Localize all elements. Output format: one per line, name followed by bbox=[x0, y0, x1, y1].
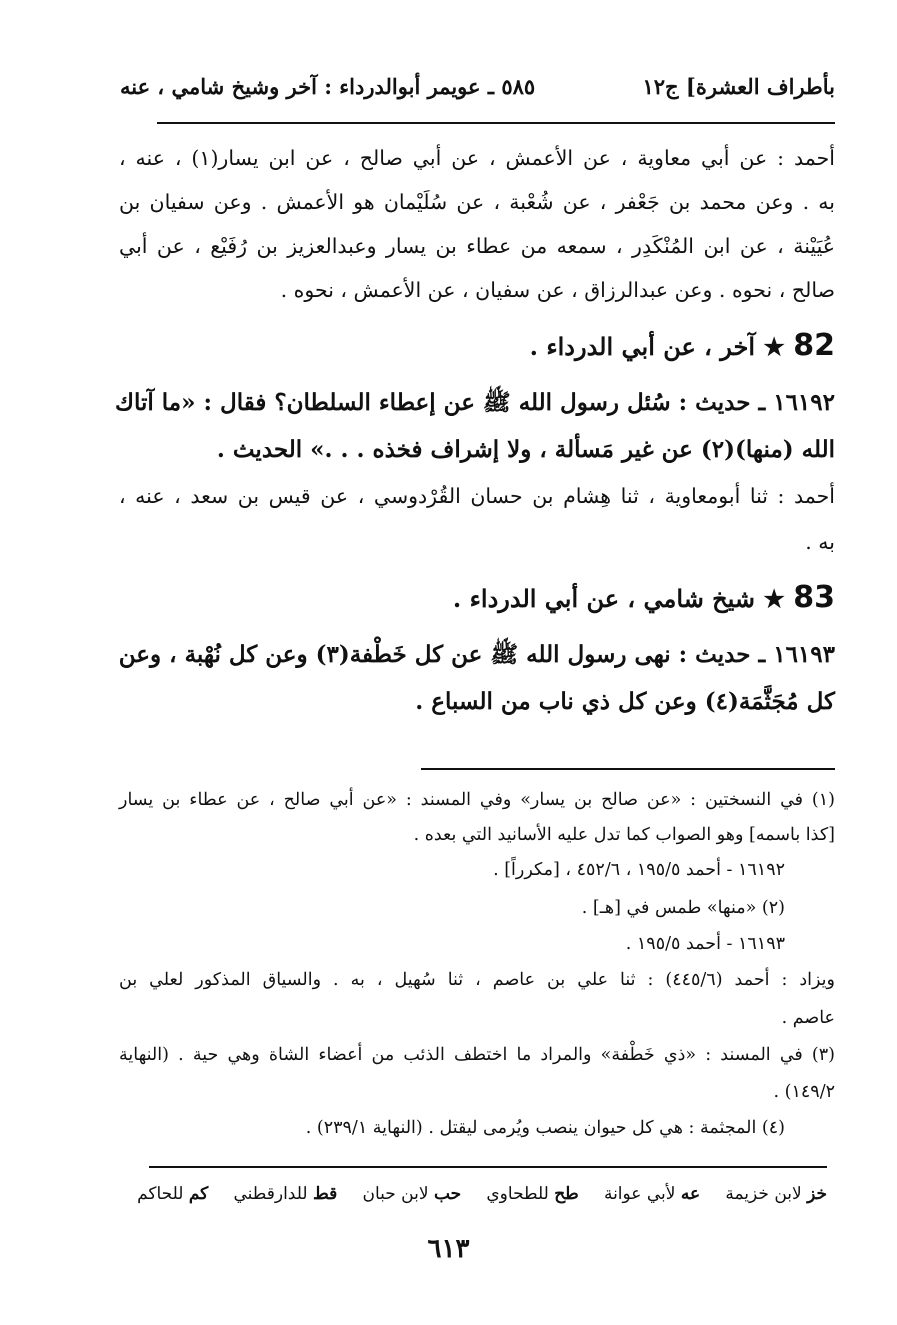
footnote-line: ١٦١٩٢ - أحمد ١٩٥/٥ ، ٤٥٢/٦ ، [مكرراً] . bbox=[493, 860, 785, 880]
hadith-line: ١٦١٩٣ ـ حديث : نهى رسول الله ﷺ عن كل خَطْفة(٣) وعن كل نُهْبة ، وعن bbox=[118, 641, 835, 668]
header-rule bbox=[157, 122, 835, 124]
footnote-separator bbox=[421, 768, 835, 770]
running-header bbox=[120, 68, 835, 108]
section-heading-83 bbox=[119, 580, 835, 615]
footnote-line: (١) في النسختين : «عن صالح بن يسار» وفي المسند : «عن أبي صالح ، عن عطاء بن يسار bbox=[119, 790, 835, 810]
section-number: 82 bbox=[793, 328, 835, 363]
text-line: صالح ، نحوه . وعن عبدالرزاق ، عن سفيان ، عن الأعمش ، نحوه . bbox=[280, 278, 835, 302]
page-number: ٦١٣ bbox=[427, 1234, 470, 1264]
text-line: به . bbox=[805, 530, 835, 554]
text-line: أحمد : ثنا أبومعاوية ، ثنا هِشام بن حسان القُرْدوسي ، عن قيس بن سعد ، عنه ، bbox=[119, 484, 835, 508]
abbreviation-key bbox=[137, 1184, 827, 1204]
footnote-line: (٤) المجثمة : هي كل حيوان ينصب ويُرمى ليقتل . (النهاية ٢٣٩/١) . bbox=[305, 1118, 785, 1138]
footnote-line: (٣) في المسند : «ذي خَطْفة» والمراد ما اختطف الذئب من أعضاء الشاة وهي حية . (النهاية bbox=[119, 1045, 835, 1065]
abbreviation-item: قط للدارقطني bbox=[233, 1184, 338, 1204]
footnote-line: [كذا باسمه] وهو الصواب كما تدل عليه الأسانيد التي بعده . bbox=[413, 825, 835, 845]
hadith-line: ١٦١٩٢ ـ حديث : سُئل رسول الله ﷺ عن إعطاء السلطان؟ فقال : «ما آتاك bbox=[115, 389, 835, 416]
section-heading-82 bbox=[119, 328, 835, 363]
abbreviation-rule bbox=[149, 1166, 827, 1168]
abbreviation-item: حب لابن حبان bbox=[362, 1184, 462, 1204]
footnote-line: ١٦١٩٣ - أحمد ١٩٥/٥ . bbox=[625, 934, 785, 954]
section-title: ★ شيخ شامي ، عن أبي الدرداء . bbox=[452, 584, 785, 613]
footnote-line: ويزاد : أحمد (٤٤٥/٦) : ثنا علي بن عاصم ، ثنا سُهيل ، به . والسياق المذكور لعلي بن bbox=[119, 970, 835, 990]
header-chapter-title: ٥٨٥ ـ عويمر أبوالدرداء : آخر وشيخ شامي ، عنه bbox=[120, 74, 536, 99]
section-title: ★ آخر ، عن أبي الدرداء . bbox=[529, 332, 785, 361]
footnote-line: عاصم . bbox=[781, 1008, 835, 1028]
footnote-line: (٢) «منها» طمس في [هـ] . bbox=[581, 898, 785, 918]
header-book-title: بأطراف العشرة] ج١٢ bbox=[642, 74, 835, 99]
section-number: 83 bbox=[793, 580, 835, 615]
abbreviation-item: خز لابن خزيمة bbox=[725, 1184, 827, 1204]
text-line: أحمد : عن أبي معاوية ، عن الأعمش ، عن أبي صالح ، عن ابن يسار(١) ، عنه ، bbox=[119, 146, 835, 170]
footnote-line: ١٤٩/٢) . bbox=[773, 1082, 835, 1102]
text-line: به . وعن محمد بن جَعْفر ، عن شُعْبة ، عن سُلَيْمان هو الأعمش . وعن سفيان بن bbox=[119, 190, 835, 214]
abbreviation-item: طح للطحاوي bbox=[486, 1184, 579, 1204]
abbreviation-item: كم للحاكم bbox=[137, 1184, 209, 1204]
text-line: عُيَيْنة ، عن ابن المُنْكَدِر ، سمعه من عطاء بن يسار وعبدالعزيز بن رُفَيْع ، عن أبي bbox=[119, 234, 835, 258]
hadith-line: كل مُجَثَّمَة(٤) وعن كل ذي ناب من السباع . bbox=[415, 688, 835, 715]
hadith-line: الله (منها)(٢) عن غير مَسألة ، ولا إشراف فخذه . . .» الحديث . bbox=[216, 436, 835, 463]
abbreviation-item: عه لأبي عوانة bbox=[603, 1184, 701, 1204]
